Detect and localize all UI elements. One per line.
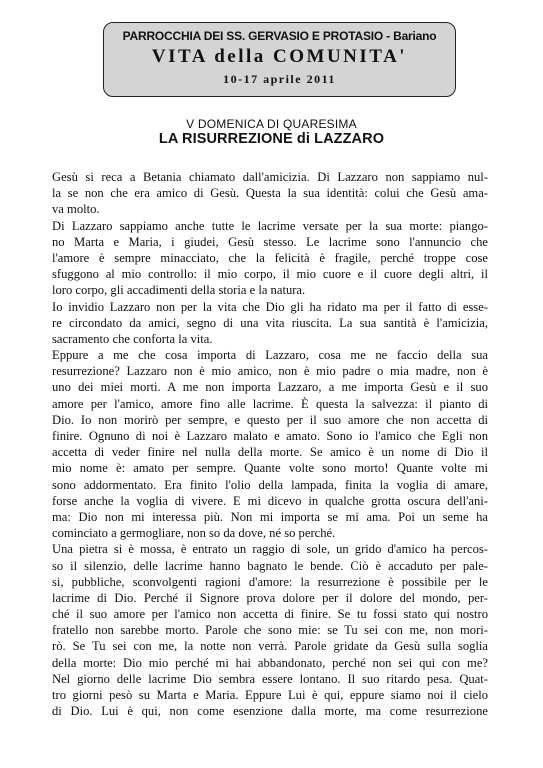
body-line: re circondato da amici, segno di una vita riuscita. La sua santità è l'amicizia,	[52, 315, 488, 330]
article-title: LA RISURREZIONE di LAZZARO	[158, 131, 385, 147]
body-line: forse anche la voglia di vivere. E mi dicevo in qualche grotta oscura dell'ani-	[52, 493, 488, 508]
body-line: va molto.	[52, 202, 100, 217]
body-line: cominciato a germogliare, non so da dove, né so perché.	[52, 526, 336, 541]
body-line: so il silenzio, delle lacrime hanno bagnato le bende. Ciò è accaduto per pale-	[52, 558, 488, 573]
body-line: Eppure a me che cosa importa di Lazzaro, cosa me ne faccio della sua	[52, 348, 488, 363]
body-line: di Dio. Lui è qui, non come esenzione dalla morte, ma come resurrezione	[52, 704, 488, 719]
body-line: Nel giorno delle lacrime Dio sembra essere lontano. Il suo ritardo pesa. Quat-	[52, 671, 488, 686]
body-line: Dio. Io non morirò per sempre, e questo per il suo amore che non accetta di	[52, 412, 488, 427]
body-line: resurrezione? Lazzaro non è mio amico, non è mio padre o mia madre, non è	[52, 364, 488, 379]
body-line: rò. Se Tu sei con me, la notte non verrà. Parole gridate da Gesù sulla soglia	[52, 639, 488, 654]
bulletin-date: 10-17 aprile 2011	[223, 72, 336, 86]
body-line: ché il suo amore per l'amico non accetta di finire. Se tu fossi stato qui nostro	[52, 607, 488, 622]
body-line: tro giorni pesò su Marta e Maria. Eppure Lui è qui, eppure siamo noi il cielo	[52, 688, 488, 702]
body-line: Di Lazzaro sappiamo anche tutte le lacrime versate per la sua morte: piango-	[52, 218, 488, 233]
body-line: Io invidio Lazzaro non per la vita che Dio gli ha ridato ma per il fatto di esse-	[52, 299, 488, 314]
body-line: sacramento che conforta la vita.	[52, 331, 213, 346]
body-line: uno dei miei morti. A me non importa Lazzaro, a me importa Gesù e il suo	[52, 380, 488, 395]
body-line: sono addormentato. Era finito l'olio della lampada, finita la voglia di amare,	[52, 477, 488, 492]
body-line: no Marta e Maria, i giudei, Gesù stesso. Le lacrime sono l'annuncio che	[52, 234, 488, 249]
bulletin-title: VITA della COMUNITA'	[151, 46, 408, 67]
body-line: l'amore è sempre minacciato, che la felicità è fragile, perché troppe cose	[52, 250, 488, 265]
body-line: loro corpo, gli accadimenti della storia e la natura.	[52, 283, 306, 298]
body-line: Gesù si reca a Betania chiamato dall'amicizia. Di Lazzaro non sappiamo nul-	[52, 170, 488, 184]
body-line: ma: Dio non mi interessa più. Non mi importa se mi ama. Poi un seme ha	[52, 509, 488, 524]
body-line: si, pubbliche, sconvolgenti ragioni d'amore: la resurrezione è possibile per le	[52, 574, 488, 589]
liturgical-sunday: V DOMENICA DI QUARESIMA	[186, 117, 357, 131]
body-line: della morte: Dio mio perché mi hai abbandonato, perché non sei qui con me?	[52, 655, 488, 670]
body-line: sfuggono al mio controllo: il mio corpo, il mio cuore e il cuore degli altri, il	[52, 267, 488, 282]
masthead-box	[103, 22, 456, 97]
body-line: fratello non sarebbe morto. Parole che sono mie: se Tu sei con me, non mori-	[52, 623, 488, 638]
body-line: mio nome è: amato per sempre. Quante volte sono morto! Quante volte mi	[52, 461, 488, 476]
body-line: accetta di veder finire nel nulla della morte. Se amico è un nome di Dio il	[52, 445, 488, 460]
body-line: finire. Ognuno di noi è Lazzaro malato e amato. Sono io l'amico che Egli non	[52, 429, 488, 443]
body-line: Una pietra si è mossa, è entrato un raggio di sole, un grido d'amico ha percos-	[52, 542, 488, 557]
body-line: la se non che era amico di Gesù. Questa la sua identità: colui che Gesù ama-	[52, 186, 488, 201]
article-body	[52, 169, 488, 719]
parish-name: PARROCCHIA DEI SS. GERVASIO E PROTASIO - Bariano	[122, 29, 437, 43]
body-line: amore per l'amico, amore fino alle lacrime. È questa la salvezza: il pianto di	[52, 396, 488, 411]
body-line: lacrime di Dio. Perché il Signore prova dolore per il dolore del mondo, per-	[52, 590, 488, 605]
